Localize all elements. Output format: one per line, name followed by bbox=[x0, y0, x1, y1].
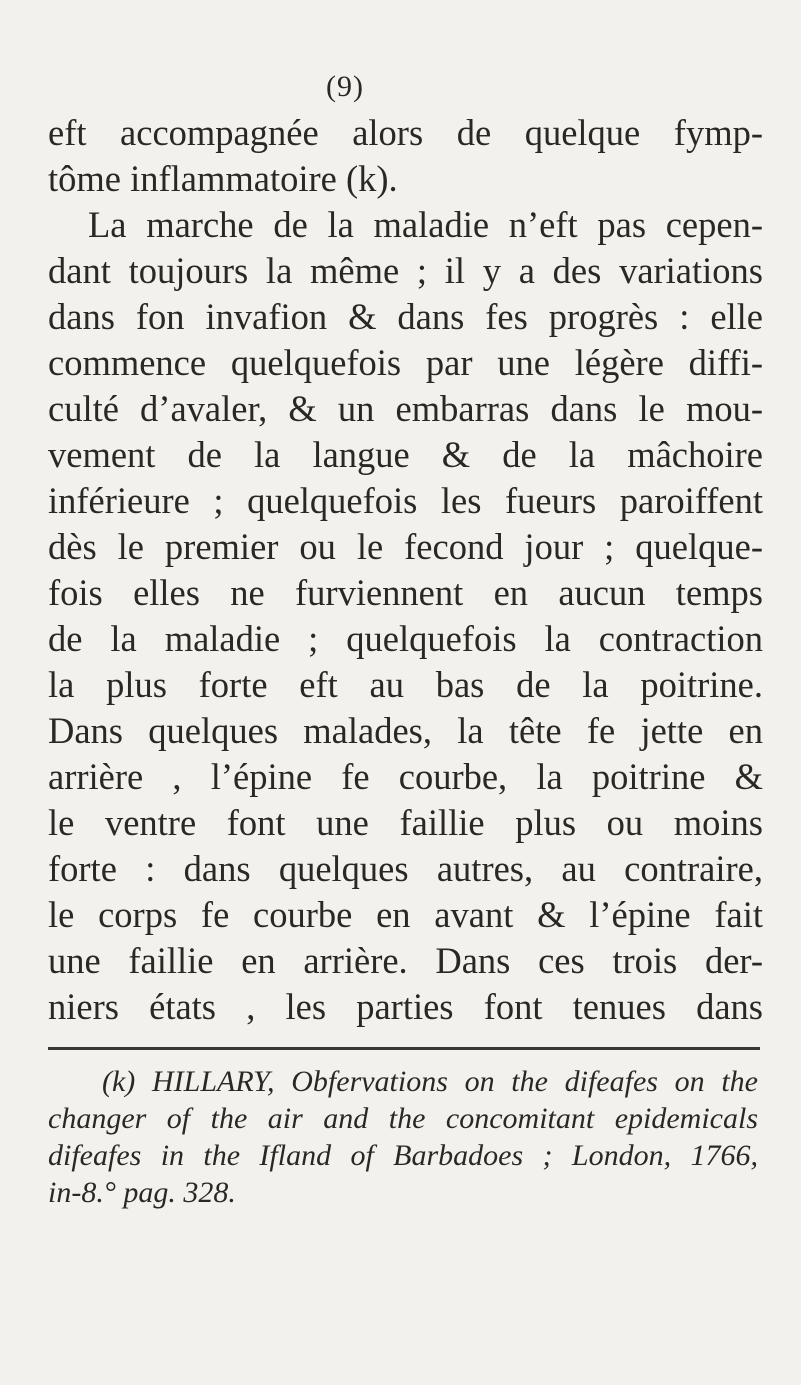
page-number: (9) bbox=[326, 70, 364, 103]
body-line: commence quelquefois par une légère diffi- bbox=[48, 342, 763, 383]
footnote-line: changer of the air and the concomitant epidemicals bbox=[48, 1102, 758, 1135]
body-line: dant toujours la même ; il y a des variations bbox=[48, 250, 763, 291]
body-line: le corps fe courbe en avant & l’épine fait bbox=[48, 894, 763, 935]
footnote bbox=[48, 1063, 758, 1211]
body-line: eft accompagnée alors de quelque fymp- bbox=[48, 112, 763, 153]
footnote-line: (k) HILLARY, Obfervations on the difeafes on the bbox=[102, 1065, 758, 1098]
body-line: une faillie en arrière. Dans ces trois der- bbox=[48, 940, 763, 981]
footnote-line: in-8.° pag. 328. bbox=[48, 1176, 236, 1209]
footnote-rule bbox=[48, 1047, 760, 1050]
body-line: dans fon invafion & dans fes progrès : elle bbox=[48, 296, 763, 337]
body-text bbox=[48, 110, 763, 1030]
body-line: La marche de la maladie n’eft pas cepen- bbox=[88, 204, 763, 245]
body-line: culté d’avaler, & un embarras dans le mou- bbox=[48, 388, 763, 429]
body-line: la plus forte eft au bas de la poitrine. bbox=[48, 664, 763, 705]
body-line: le ventre font une faillie plus ou moins bbox=[48, 802, 763, 843]
footnote-line: difeafes in the Ifland of Barbadoes ; London, 1766, bbox=[48, 1139, 758, 1172]
body-line: vement de la langue & de la mâchoire bbox=[48, 434, 763, 475]
body-line: niers états , les parties font tenues dans bbox=[48, 986, 763, 1027]
body-line: tôme inflammatoire (k). bbox=[48, 158, 398, 199]
body-line: inférieure ; quelquefois les fueurs paroiffent bbox=[48, 480, 763, 521]
body-line: forte : dans quelques autres, au contraire, bbox=[48, 848, 763, 889]
body-line: de la maladie ; quelquefois la contraction bbox=[48, 618, 763, 659]
body-line: Dans quelques malades, la tête fe jette en bbox=[48, 710, 763, 751]
body-line: fois elles ne furviennent en aucun temps bbox=[48, 572, 763, 613]
body-line: dès le premier ou le fecond jour ; quelque- bbox=[48, 526, 763, 567]
body-line: arrière , l’épine fe courbe, la poitrine & bbox=[48, 756, 763, 797]
